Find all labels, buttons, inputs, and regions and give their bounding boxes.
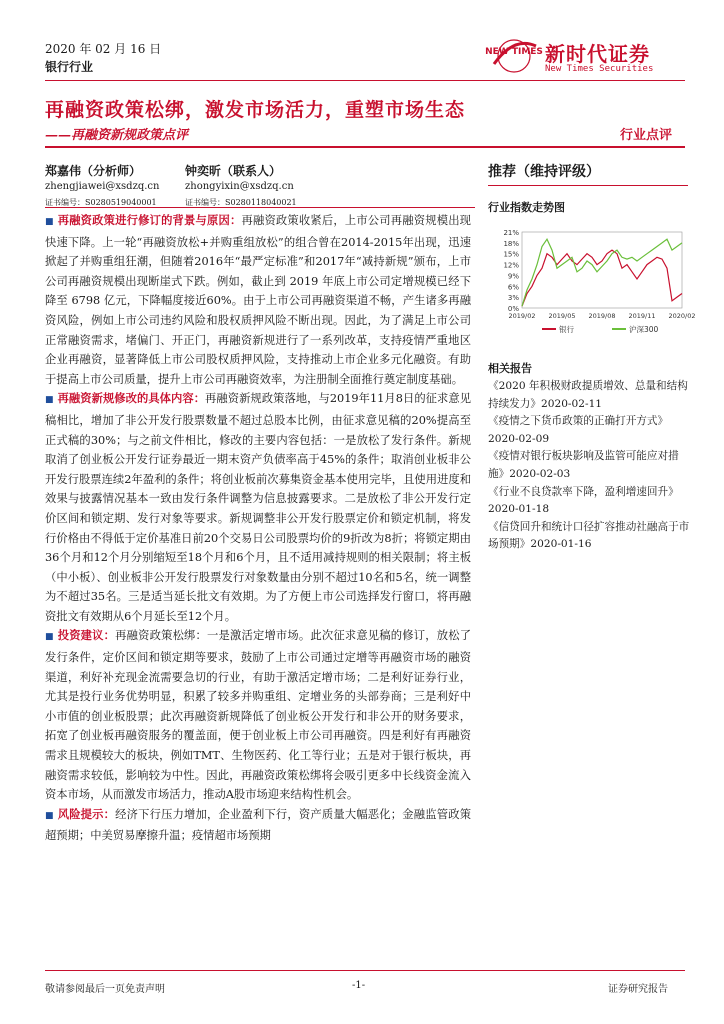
x-tick-label: 2019/02 bbox=[508, 312, 536, 320]
bullet-square-icon: ■ bbox=[45, 395, 54, 406]
y-tick-label: 0% bbox=[507, 305, 519, 313]
paragraph-heading: 再融资政策进行修订的背景与原因： bbox=[57, 213, 242, 227]
author-cert: 证书编号：S0280118040021 bbox=[185, 198, 297, 207]
related-report-item[interactable]: 《2020 年积极财政提质增效、总量和结构持续发力》2020-02-11 bbox=[488, 380, 688, 410]
paragraph-risk: ■ 风险提示：经济下行压力增加，企业盈利下行，资产质量大幅恶化；金融监管政策超预期；中美贸易摩擦升温；疫情超市场预期 bbox=[45, 806, 471, 843]
index-trend-chart bbox=[488, 226, 696, 344]
paragraph-heading: 再融资新规修改的具体内容： bbox=[57, 391, 206, 406]
x-tick-label: 2019/08 bbox=[588, 312, 616, 320]
author-email: zhengjiawei@xsdzq.cn bbox=[45, 181, 160, 192]
header-rule bbox=[45, 80, 685, 81]
y-tick-label: 15% bbox=[503, 250, 519, 259]
report-subtitle: ——再融资新规政策点评 bbox=[45, 128, 189, 143]
x-tick-label: 2019/05 bbox=[548, 312, 576, 320]
footer-label: 证券研究报告 bbox=[608, 984, 668, 995]
logo-mark-text: NEW TIMES bbox=[485, 47, 543, 57]
plot-frame bbox=[522, 232, 682, 308]
page-number: -1- bbox=[352, 980, 366, 991]
author-email: zhongyixin@xsdzq.cn bbox=[185, 181, 294, 192]
y-tick-label: 18% bbox=[503, 239, 519, 248]
legend-label: 沪深300 bbox=[629, 325, 659, 334]
related-report-item[interactable]: 《疫情之下货币政策的正确打开方式》 2020-02-09 bbox=[488, 415, 669, 445]
related-report-item[interactable]: 《信贷回升和统计口径扩容推动社融高于市场预期》2020-01-16 bbox=[488, 520, 690, 551]
paragraph-heading: 风险提示： bbox=[57, 806, 116, 821]
report-title: 再融资政策松绑，激发市场活力，重塑市场生态 bbox=[45, 99, 466, 121]
x-tick-label: 2020/02 bbox=[668, 312, 696, 320]
related-report-item[interactable]: 《疫情对银行板块影响及监管可能应对措施》2020-02-03 bbox=[488, 450, 679, 480]
series-line bbox=[522, 239, 682, 306]
y-tick-label: 3% bbox=[507, 294, 519, 303]
author-name: 钟奕昕（联系人） bbox=[185, 164, 282, 178]
related-report-item[interactable]: 《行业不良贷款率下降，盈利增速回升》 2020-01-18 bbox=[488, 485, 679, 516]
title-rule bbox=[45, 146, 685, 148]
paragraph-investment: ■ 投资建议：再融资政策松绑：一是激活定增市场。此次征求意见稿的修订，放松了发行条件，定价区间和锁定期等要求，鼓励了上市公司通过定增等再融资市场的融资渠道，利好补充现金流需要急切的行业，有助于激活定增市场；二是利好证券行业，尤其是投行业务优势明显，积累了较多并购重组、定增业务的头部券商；三是利好中小市值的创业板股票；此次再融资新规降低了创业板公开发行和非公开的财务要求，拓宽了创业板再融资服务的覆盖面，便于创业板上市公司再融资。四是利好有再融资需求且规模较大的板块，例如TMT、生物医药、化工等行业；五是对于银行板块，再融资需求较低，影响较为中性。因此，再融资政策松绑将会吸引更多中长线资金流入资本市场，从而激发市场活力，推动A股市场迎来结构性机会。 bbox=[45, 628, 471, 802]
series-line bbox=[522, 250, 682, 306]
related-title: 相关报告 bbox=[488, 362, 532, 375]
sector-label: 银行行业 bbox=[45, 60, 94, 74]
related-reports-list bbox=[488, 378, 693, 554]
bullet-square-icon: ■ bbox=[45, 810, 54, 821]
logo-english-name: New Times Securities bbox=[545, 64, 654, 74]
y-tick-label: 9% bbox=[507, 272, 519, 281]
bullet-square-icon: ■ bbox=[45, 632, 54, 643]
rating-rule bbox=[488, 185, 688, 186]
trend-title: 行业指数走势图 bbox=[488, 201, 565, 214]
footer-rule bbox=[45, 970, 685, 971]
company-logo-icon bbox=[485, 34, 543, 78]
paragraph-content: ■ 再融资新规修改的具体内容：再融资新规政策落地，与2019年11月8日的征求意见稿相比，增加了非公开发行股票数量不超过总股本比例，由征求意见稿的20%提高至正式稿的30%；与之前文件相比，修改的主要内容包括：一是放松了发行条件。新规取消了创业板公开发行证券最近一期末资产负债率高于45%的条件；取消创业板非公开发行股票连续2年盈利的条件；将创业板前次募集资金基本使用完毕，且使用进度和效果与披露情况基本一致由发行条件调整为信息披露要求。二是放松了非公开发行定价区间和锁定期、发行对象等要求。新规调整非公开发行股票定价和锁定机制，将发行价格由不得低于定价基准日前20个交易日公司股票均价的9折改为8折；将锁定期由36个月和12个月分别缩短至18个月和6个月，且不适用减持规则的相关限制；将主板（中小板）、创业板非公开发行股票发行对象数量由分别不超过10名和5名，统一调整为不超过35名。三是适当延长批文有效期。为了方便上市公司选择发行窗口，将再融资批文有效期从6个月延长至12个月。 bbox=[45, 391, 471, 623]
paragraph-background: ■ 再融资政策进行修订的背景与原因：再融资政策收紧后，上市公司再融资规模出现快速下降。上一轮“再融资放松+并购重组放松”的组合曾在2014-2015年出现，迅速掀起了并购重组狂潮，但随着2016年“最严定标准”和2017年“减持新规”颁布，上市公司再融资规模出现断崖式下跌。例如，截止到 2019 年底上市公司定增规模已经下降至 6798 亿元，下降幅度接近60%。由于上市公司再融资渠道不畅，产生诸多再融资风险，例如上市公司违约风险和股权质押风险不断出现。因此，为了满足上市公司正常融资需求，堵偏门、开正门，再融资新规进行了一系列改革，支持疫情严重地区企业再融资，显著降低上市公司股权质押风险，支持推动上市企业多元化融资。有助于提高上市公司质量，提升上市公司再融资效率，为注册制全面推行奠定制度基础。 bbox=[45, 213, 471, 386]
logo-company-name: 新时代证券 bbox=[545, 42, 650, 66]
report-date: 2020 年 02 月 16 日 bbox=[45, 42, 162, 56]
y-tick-label: 12% bbox=[503, 261, 519, 270]
y-tick-label: 21% bbox=[503, 229, 519, 237]
bullet-square-icon: ■ bbox=[45, 217, 54, 227]
report-type: 行业点评 bbox=[620, 128, 673, 143]
author-rule bbox=[45, 207, 475, 208]
rating: 推荐（维持评级） bbox=[488, 164, 600, 180]
y-tick-label: 6% bbox=[507, 283, 519, 292]
paragraph-heading: 投资建议： bbox=[57, 628, 116, 643]
x-tick-label: 2019/11 bbox=[628, 312, 656, 320]
report-body bbox=[45, 211, 471, 846]
author-name: 郑嘉伟（分析师） bbox=[45, 164, 142, 178]
disclaimer-note: 敬请参阅最后一页免责声明 bbox=[45, 984, 165, 995]
legend-label: 银行 bbox=[559, 325, 574, 334]
author-cert: 证书编号：S0280519040001 bbox=[45, 198, 157, 207]
